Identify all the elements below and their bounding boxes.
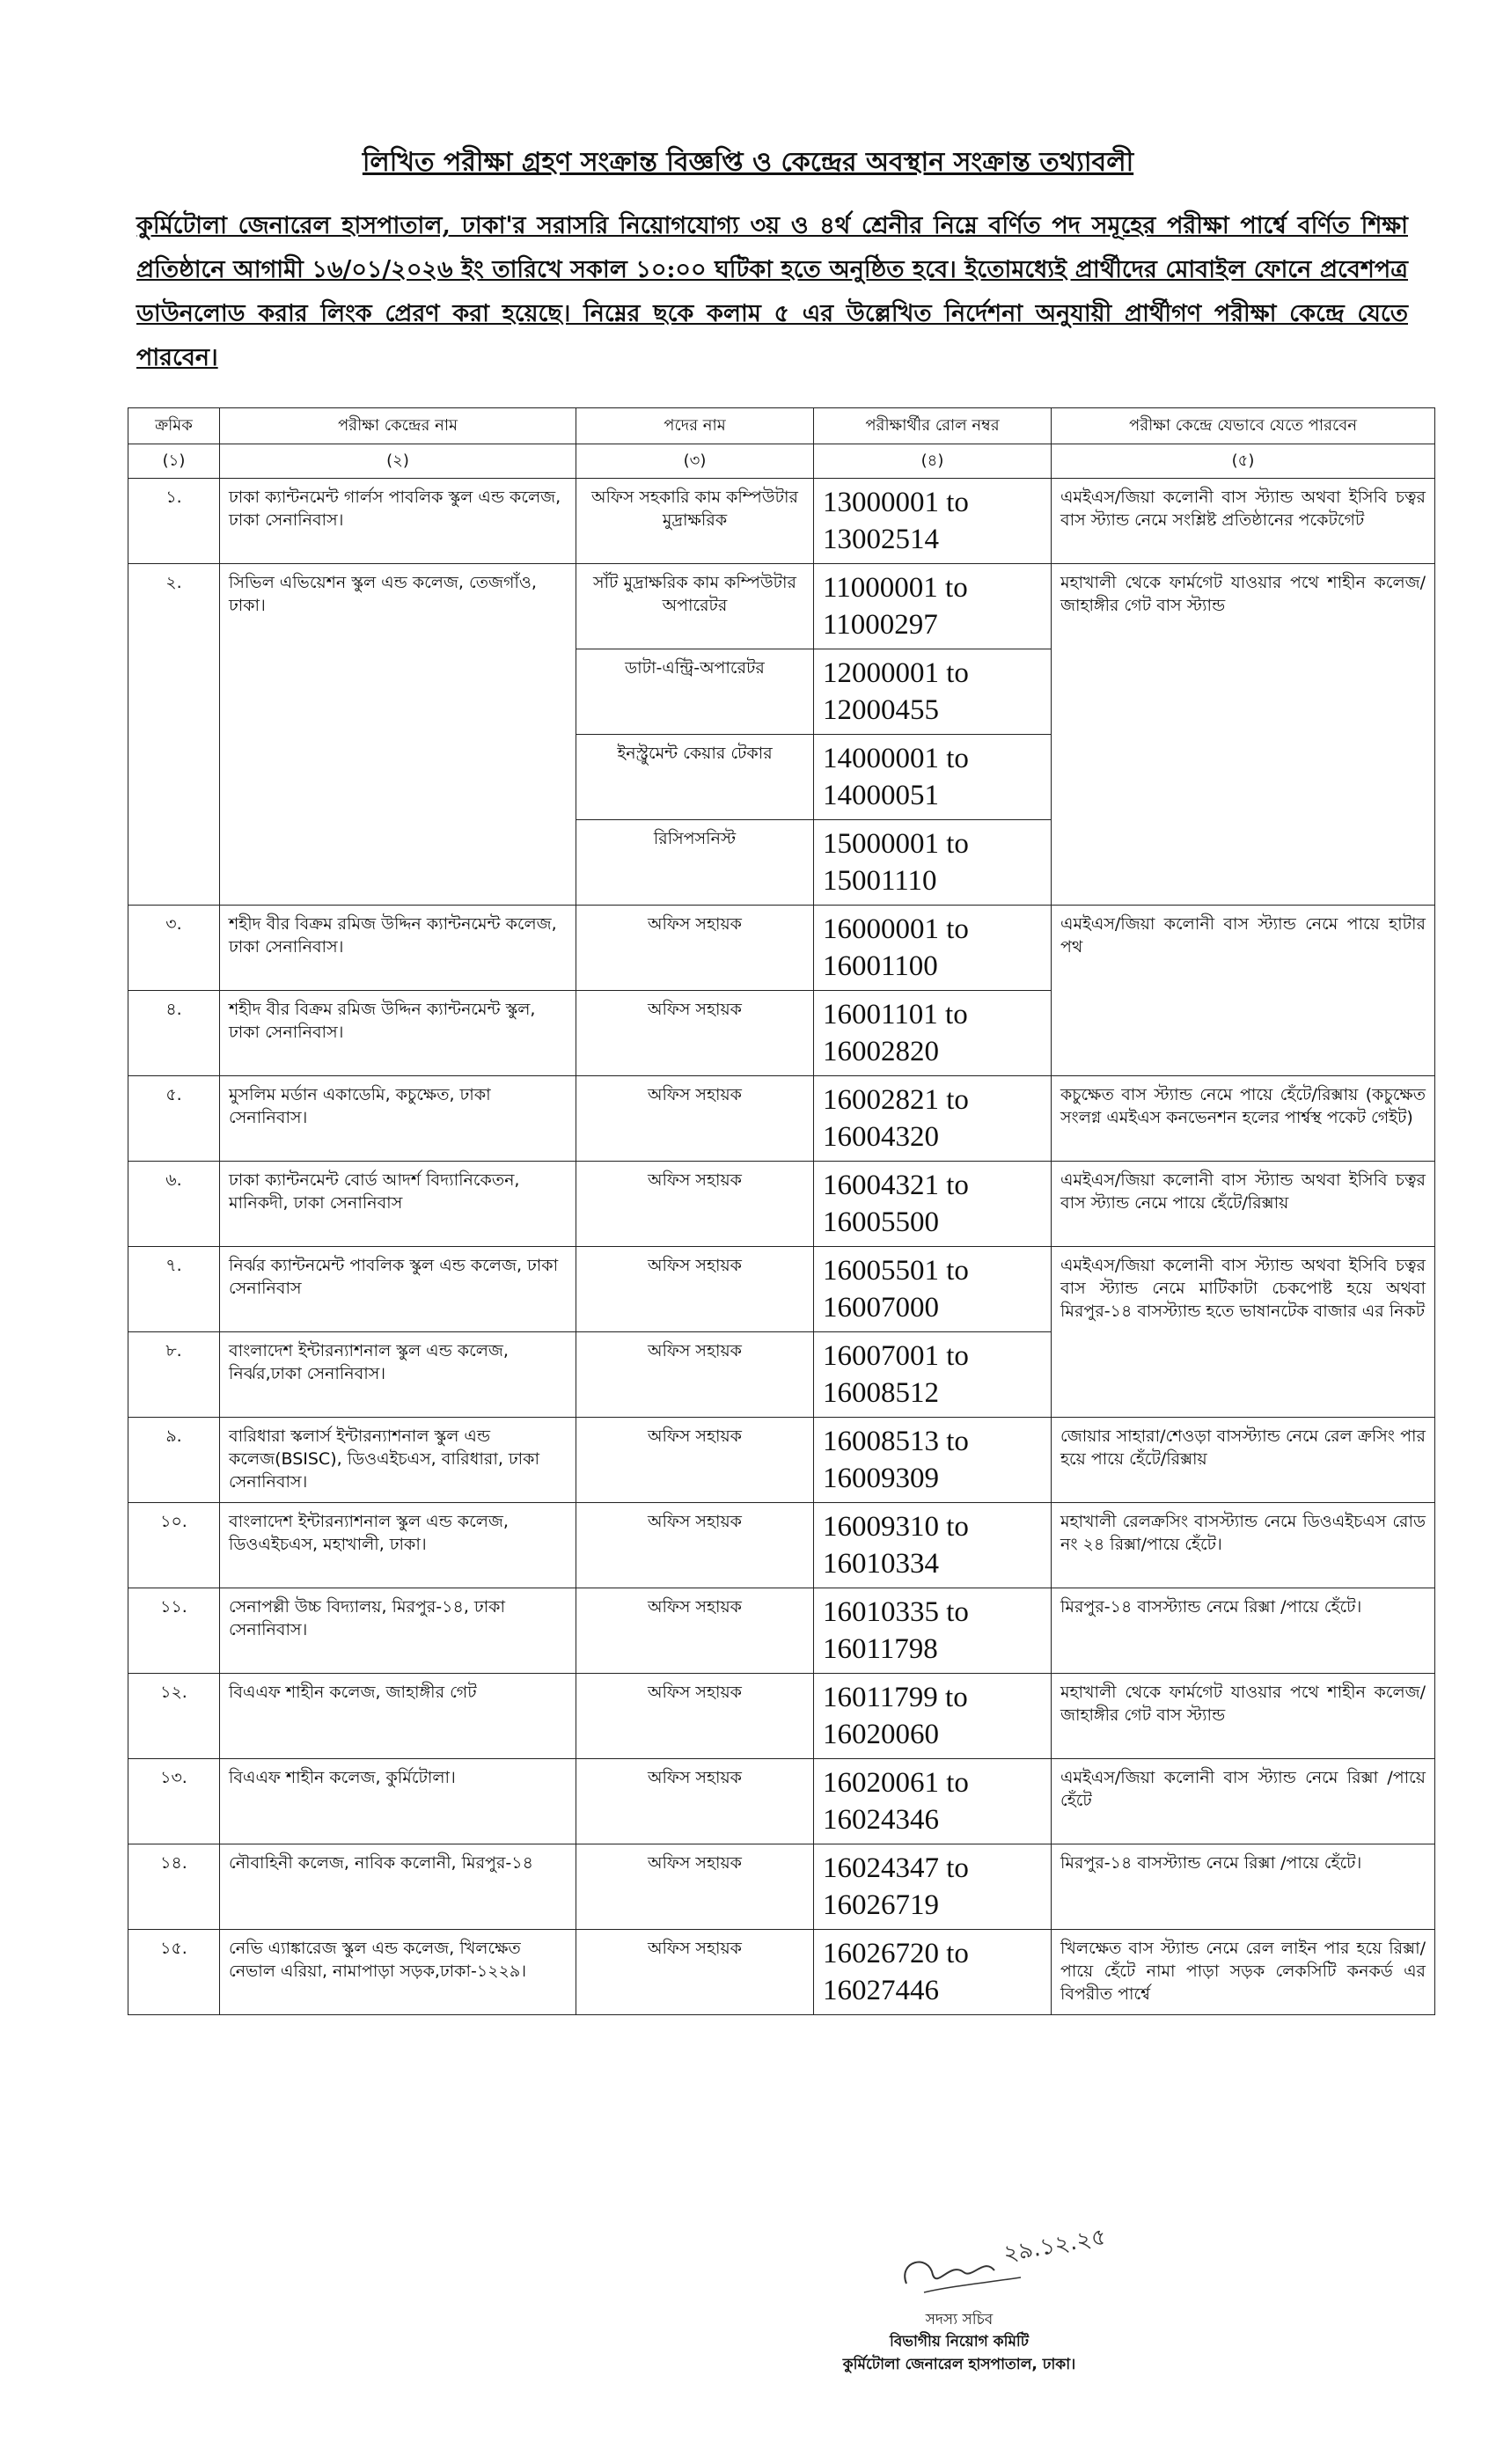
directions-cell	[1052, 1076, 1435, 1162]
center-name-cell	[220, 1674, 576, 1759]
post-name: অফিস সহায়ক	[648, 1000, 742, 1019]
post-name-cell	[576, 1247, 814, 1332]
center-name-cell	[220, 991, 576, 1076]
directions-cell	[1052, 1674, 1435, 1759]
post-name-cell	[576, 1674, 814, 1759]
center-name-cell	[220, 479, 576, 564]
serial-number-cell	[128, 1247, 220, 1332]
serial-number-cell	[128, 1503, 220, 1588]
center-name: নির্ঝর ক্যান্টনমেন্ট পাবলিক স্কুল এন্ড কলেজ, ঢাকা সেনানিবাস	[229, 1256, 559, 1298]
roll-range-cell	[814, 564, 1052, 649]
col-number: (৩)	[576, 444, 814, 479]
signature-scribble	[774, 2209, 1144, 2306]
serial-number: ৯.	[165, 1426, 182, 1446]
directions-cell	[1052, 1759, 1435, 1844]
roll-range-cell	[814, 735, 1052, 820]
roll-range-cell	[814, 649, 1052, 735]
post-name-cell	[576, 1332, 814, 1418]
center-name: ঢাকা ক্যান্টনমেন্ট গার্লস পাবলিক স্কুল এন্ড কলেজ, ঢাকা সেনানিবাস।	[229, 488, 561, 530]
center-name: শহীদ বীর বিক্রম রমিজ উদ্দিন ক্যান্টনমেন্ট স্কুল, ঢাকা সেনানিবাস।	[229, 1000, 536, 1042]
center-name-cell	[220, 1759, 576, 1844]
post-name: অফিস সহকারি কাম কম্পিউটার মুদ্রাক্ষরিক	[591, 488, 798, 530]
roll-range: 16001101 to 16002820	[823, 999, 968, 1067]
roll-range-cell	[814, 1844, 1052, 1930]
roll-range-cell	[814, 906, 1052, 991]
post-name-cell	[576, 991, 814, 1076]
table-row	[128, 1759, 1435, 1844]
post-name-cell	[576, 1588, 814, 1674]
post-name-cell	[576, 1844, 814, 1930]
directions-cell	[1052, 1844, 1435, 1930]
serial-number-cell	[128, 1930, 220, 2015]
post-name: অফিস সহায়ক	[648, 1512, 742, 1531]
directions-cell	[1052, 1503, 1435, 1588]
roll-range-cell	[814, 1674, 1052, 1759]
header-center: পরীক্ষা কেন্দ্রের নাম	[220, 408, 576, 444]
post-name-cell	[576, 564, 814, 649]
center-name-cell	[220, 1076, 576, 1162]
post-name: অফিস সহায়ক	[648, 1341, 742, 1360]
directions-cell	[1052, 1588, 1435, 1674]
col-number: (২)	[220, 444, 576, 479]
center-name-cell	[220, 1418, 576, 1503]
serial-number-cell	[128, 1162, 220, 1247]
exam-center-table	[128, 407, 1435, 2015]
signature-title: সদস্য সচিব	[925, 2311, 994, 2328]
table-row	[128, 1076, 1435, 1162]
roll-range-cell	[814, 479, 1052, 564]
directions: এমইএস/জিয়া কলোনী বাস স্ট্যান্ড নেমে পায়ে হাটার পথ	[1060, 914, 1426, 957]
page-title: লিখিত পরীক্ষা গ্রহণ সংক্রান্ত বিজ্ঞপ্তি ও কেন্দ্রের অবস্থান সংক্রান্ত তথ্যাবলী	[362, 147, 1134, 178]
serial-number-cell	[128, 1332, 220, 1418]
roll-range-cell	[814, 1930, 1052, 2015]
center-name: বিএএফ শাহীন কলেজ, জাহাঙ্গীর গেট	[229, 1683, 477, 1702]
post-name-cell	[576, 906, 814, 991]
serial-number: ১৪.	[160, 1853, 187, 1873]
directions: মিরপুর-১৪ বাসস্ট্যান্ড নেমে রিক্সা /পায়ে হেঁটে।	[1060, 1853, 1362, 1873]
table-row	[128, 1162, 1435, 1247]
roll-range: 11000001 to 11000297	[823, 572, 968, 641]
roll-range: 14000001 to 14000051	[823, 743, 969, 811]
serial-number: ১৩.	[160, 1768, 187, 1787]
serial-number: ১০.	[160, 1512, 187, 1531]
serial-number-cell	[128, 1418, 220, 1503]
directions: খিলক্ষেত বাস স্ট্যান্ড নেমে রেল লাইন পার হয়ে রিক্সা/পায়ে হেঁটে নামা পাড়া সড়ক লেকসিটি কনকর্ড এর বিপরীত পার্শ্বে	[1060, 1939, 1426, 2004]
serial-number-cell	[128, 564, 220, 906]
center-name: বারিধারা স্কলার্স ইন্টারন্যাশনাল স্কুল এন্ড কলেজ(BSISC), ডিওএইচএস, বারিধারা, ঢাকা সেনানিবাস।	[229, 1426, 539, 1492]
post-name: রিসিপসনিস্ট	[653, 829, 737, 848]
center-name-cell	[220, 1930, 576, 2015]
post-name: অফিস সহায়ক	[648, 914, 742, 934]
center-name-cell	[220, 1844, 576, 1930]
directions: এমইএস/জিয়া কলোনী বাস স্ট্যান্ড নেমে রিক্সা /পায়ে হেঁটে	[1060, 1768, 1426, 1810]
col-number: (৫)	[1052, 444, 1435, 479]
table-row	[128, 1503, 1435, 1588]
roll-range-cell	[814, 1162, 1052, 1247]
post-name: ডাটা-এন্ট্রি-অপারেটর	[625, 658, 765, 678]
table-row	[128, 564, 1435, 649]
post-name: অফিস সহায়ক	[648, 1768, 742, 1787]
roll-range: 16010335 to 16011798	[823, 1596, 969, 1665]
header-post: পদের নাম	[576, 408, 814, 444]
column-number-row	[128, 444, 1435, 479]
center-name-cell	[220, 1332, 576, 1418]
roll-range: 16026720 to 16027446	[823, 1938, 969, 2006]
table-row	[128, 1588, 1435, 1674]
roll-range: 16005501 to 16007000	[823, 1255, 969, 1324]
serial-number-cell	[128, 991, 220, 1076]
roll-range-cell	[814, 1588, 1052, 1674]
post-name-cell	[576, 1503, 814, 1588]
directions: কচুক্ষেত বাস স্ট্যান্ড নেমে পায়ে হেঁটে/রিক্সায় (কচুক্ষেত সংলগ্ন এমইএস কনভেনশন হলের পার্শ্বস্থ পকেট গেইট)	[1060, 1085, 1426, 1127]
post-name-cell	[576, 1418, 814, 1503]
roll-range-cell	[814, 820, 1052, 906]
roll-range: 16007001 to 16008512	[823, 1340, 969, 1409]
post-name: সাঁট মুদ্রাক্ষরিক কাম কম্পিউটার অপারেটর	[593, 573, 796, 615]
post-name-cell	[576, 1759, 814, 1844]
center-name-cell	[220, 906, 576, 991]
table-row	[128, 906, 1435, 991]
roll-range-cell	[814, 1332, 1052, 1418]
directions: এমইএস/জিয়া কলোনী বাস স্ট্যান্ড অথবা ইসিবি চত্বর বাস স্ট্যান্ড নেমে মাটিকাটা চেকপোষ্ট হয়ে অথবা মিরপুর-১৪ বাসস্ট্যান্ড হতে ভাষানটেক বাজার এর নিকট	[1060, 1256, 1426, 1321]
directions-cell	[1052, 479, 1435, 564]
post-name: অফিস সহায়ক	[648, 1853, 742, 1873]
center-name-cell	[220, 1247, 576, 1332]
serial-number-cell	[128, 1076, 220, 1162]
center-name: মুসলিম মর্ডান একাডেমি, কচুক্ষেত, ঢাকা সেনানিবাস।	[229, 1085, 491, 1127]
post-name: অফিস সহায়ক	[648, 1597, 742, 1617]
post-name-cell	[576, 479, 814, 564]
table-header-row	[128, 408, 1435, 444]
post-name: অফিস সহায়ক	[648, 1170, 742, 1190]
roll-range: 16004321 to 16005500	[823, 1170, 969, 1238]
roll-range-cell	[814, 1759, 1052, 1844]
center-name: ঢাকা ক্যান্টনমেন্ট বোর্ড আদর্শ বিদ্যানিকেতন, মানিকদী, ঢাকা সেনানিবাস	[229, 1170, 520, 1213]
post-name-cell	[576, 1930, 814, 2015]
serial-number: ১৫.	[160, 1939, 187, 1958]
post-name-cell	[576, 649, 814, 735]
directions-cell	[1052, 1162, 1435, 1247]
header-roll: পরীক্ষার্থীর রোল নম্বর	[814, 408, 1052, 444]
roll-range: 16011799 to 16020060	[823, 1682, 968, 1750]
table-row	[128, 479, 1435, 564]
header-directions: পরীক্ষা কেন্দ্রে যেভাবে যেতে পারবেন	[1052, 408, 1435, 444]
col-number: (১)	[128, 444, 220, 479]
serial-number: ৪.	[165, 1000, 182, 1019]
post-name: অফিস সহায়ক	[648, 1939, 742, 1958]
col-number: (৪)	[814, 444, 1052, 479]
center-name-cell	[220, 1162, 576, 1247]
directions: মহাখালী থেকে ফার্মগেট যাওয়ার পথে শাহীন কলেজ/জাহাঙ্গীর গেট বাস স্ট্যান্ড	[1060, 1683, 1426, 1725]
directions-cell	[1052, 564, 1435, 906]
center-name: নেভি এ্যাঙ্কারেজ স্কুল এন্ড কলেজ, খিলক্ষেত নেভাল এরিয়া, নামাপাড়া সড়ক,ঢাকা-১২২৯।	[229, 1939, 526, 1981]
post-name: অফিস সহায়ক	[648, 1683, 742, 1702]
signature-block	[774, 2223, 1144, 2376]
roll-range-cell	[814, 1247, 1052, 1332]
center-name-cell	[220, 564, 576, 906]
roll-range: 16020061 to 16024346	[823, 1767, 969, 1836]
directions-cell	[1052, 906, 1435, 1076]
directions: এমইএস/জিয়া কলোনী বাস স্ট্যান্ড অথবা ইসিবি চত্বর বাস স্ট্যান্ড নেমে পায়ে হেঁটে/রিক্সায়	[1060, 1170, 1426, 1213]
table-row	[128, 1930, 1435, 2015]
serial-number: ১২.	[160, 1683, 187, 1702]
post-name: অফিস সহায়ক	[648, 1085, 742, 1104]
table-row	[128, 1247, 1435, 1332]
serial-number-cell	[128, 1759, 220, 1844]
serial-number: ৭.	[165, 1256, 182, 1275]
serial-number-cell	[128, 1588, 220, 1674]
roll-range-cell	[814, 1503, 1052, 1588]
center-name: বাংলাদেশ ইন্টারন্যাশনাল স্কুল এন্ড কলেজ, নির্ঝর,ঢাকা সেনানিবাস।	[229, 1341, 509, 1383]
serial-number: ৫.	[165, 1085, 182, 1104]
serial-number-cell	[128, 479, 220, 564]
serial-number: ১১.	[160, 1597, 187, 1617]
directions: মহাখালী রেলক্রসিং বাসস্ট্যান্ড নেমে ডিওএইচএস রোড নং ২৪ রিক্সা/পায়ে হেঁটে।	[1060, 1512, 1426, 1554]
table-row	[128, 1844, 1435, 1930]
center-name: বিএএফ শাহীন কলেজ, কুর্মিটোলা।	[229, 1768, 456, 1787]
roll-range: 12000001 to 12000455	[823, 657, 969, 726]
serial-number: ২.	[165, 573, 182, 592]
center-name: সেনাপল্লী উচ্চ বিদ্যালয়, মিরপুর-১৪, ঢাকা সেনানিবাস।	[229, 1597, 505, 1639]
serial-number-cell	[128, 906, 220, 991]
signature-committee: বিভাগীয় নিয়োগ কমিটি	[889, 2333, 1030, 2350]
roll-range: 16002821 to 16004320	[823, 1084, 969, 1153]
table-body	[128, 479, 1435, 2015]
directions-cell	[1052, 1930, 1435, 2015]
post-name: অফিস সহায়ক	[648, 1256, 742, 1275]
roll-range: 15000001 to 15001110	[823, 828, 969, 897]
post-name: অফিস সহায়ক	[648, 1426, 742, 1446]
serial-number: ৮.	[165, 1341, 182, 1360]
post-name-cell	[576, 1076, 814, 1162]
post-name: ইনস্ট্রুমেন্ট কেয়ার টেকার	[617, 744, 773, 763]
roll-range: 13000001 to 13002514	[823, 487, 969, 555]
center-name-cell	[220, 1588, 576, 1674]
roll-range: 16000001 to 16001100	[823, 913, 969, 982]
directions-cell	[1052, 1418, 1435, 1503]
roll-range: 16024347 to 16026719	[823, 1852, 969, 1921]
serial-number-cell	[128, 1674, 220, 1759]
signature-date: ২৯.১২.২৫	[1001, 2223, 1109, 2268]
center-name: সিভিল এভিয়েশন স্কুল এন্ড কলেজ, তেজগাঁও, ঢাকা।	[229, 573, 537, 615]
roll-range: 16008513 to 16009309	[823, 1426, 969, 1494]
directions: এমইএস/জিয়া কলোনী বাস স্ট্যান্ড অথবা ইসিবি চত্বর বাস স্ট্যান্ড নেমে সংশ্লিষ্ট প্রতিষ্ঠানের পকেটগেট	[1060, 488, 1426, 530]
directions: মহাখালী থেকে ফার্মগেট যাওয়ার পথে শাহীন কলেজ/জাহাঙ্গীর গেট বাস স্ট্যান্ড	[1060, 573, 1426, 615]
directions: জোয়ার সাহারা/শেওড়া বাসস্ট্যান্ড নেমে রেল ক্রসিং পার হয়ে পায়ে হেঁটে/রিক্সায়	[1060, 1426, 1426, 1469]
roll-range: 16009310 to 16010334	[823, 1511, 969, 1580]
center-name: শহীদ বীর বিক্রম রমিজ উদ্দিন ক্যান্টনমেন্ট কলেজ, ঢাকা সেনানিবাস।	[229, 914, 557, 957]
center-name-cell	[220, 1503, 576, 1588]
post-name-cell	[576, 735, 814, 820]
post-name-cell	[576, 1162, 814, 1247]
serial-number-cell	[128, 1844, 220, 1930]
serial-number: ১.	[165, 488, 182, 507]
roll-range-cell	[814, 1076, 1052, 1162]
intro-paragraph: কুর্মিটোলা জেনারেল হাসপাতাল, ঢাকা'র সরাসরি নিয়োগযোগ্য ৩য় ও ৪র্থ শ্রেনীর নিম্নে বর্ণিত পদ সমূহের পরীক্ষা পার্শ্বে বর্ণিত শিক্ষা প্রতিষ্ঠানে আগামী ১৬/০১/২০২৬ ইং তারিখে সকাল ১০:০০ ঘটিকা হতে অনুষ্ঠিত হবে। ইতোমধ্যেই প্রার্থীদের মোবাইল ফোনে প্রবেশপত্র ডাউনলোড করার লিংক প্রেরণ করা হয়েছে। নিম্নের ছকে কলাম ৫ এর উল্লেখিত নির্দেশনা অনুযায়ী প্রার্থীগণ পরীক্ষা কেন্দ্রে যেতে পারবেন।	[136, 212, 1408, 371]
table-row	[128, 1674, 1435, 1759]
serial-number: ৩.	[165, 914, 182, 934]
serial-number: ৬.	[165, 1170, 182, 1190]
signature-organization: কুর্মিটোলা জেনারেল হাসপাতাল, ঢাকা।	[842, 2356, 1076, 2373]
post-name-cell	[576, 820, 814, 906]
table-row	[128, 1418, 1435, 1503]
center-name: বাংলাদেশ ইন্টারন্যাশনাল স্কুল এন্ড কলেজ, ডিওএইচএস, মহাখালী, ঢাকা।	[229, 1512, 509, 1554]
header-serial: ক্রমিক	[128, 408, 220, 444]
directions: মিরপুর-১৪ বাসস্ট্যান্ড নেমে রিক্সা /পায়ে হেঁটে।	[1060, 1597, 1362, 1617]
directions-cell	[1052, 1247, 1435, 1418]
roll-range-cell	[814, 1418, 1052, 1503]
roll-range-cell	[814, 991, 1052, 1076]
center-name: নৌবাহিনী কলেজ, নাবিক কলোনী, মিরপুর-১৪	[229, 1853, 533, 1873]
